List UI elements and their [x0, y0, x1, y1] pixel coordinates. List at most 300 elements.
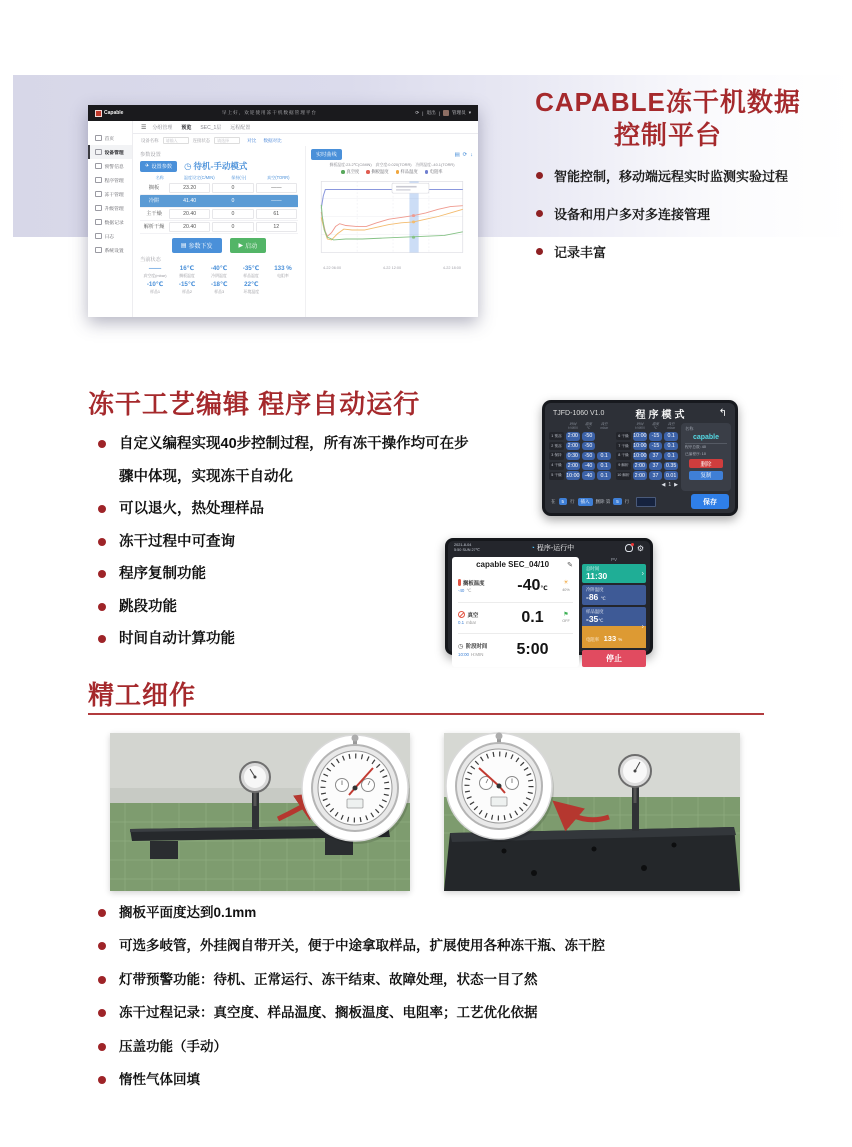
- device-model: TJFD-1060 V1.0: [553, 410, 605, 417]
- product-photo-2: [444, 733, 740, 891]
- stage-label: 6 干燥: [616, 432, 631, 440]
- cursor-point: [412, 214, 415, 217]
- vacuum-cell[interactable]: 61: [256, 209, 297, 219]
- sidebar-item-label: 预警信息: [104, 164, 124, 170]
- sidebar-item[interactable]: [88, 243, 132, 257]
- stat-label: 真空度(mbar): [143, 273, 167, 278]
- hold-cell[interactable]: 0: [212, 183, 253, 193]
- insert-pre: 在: [551, 498, 556, 504]
- bullet-icon: [98, 603, 106, 611]
- stat-label: 电阻率: [277, 273, 289, 278]
- shelf-temp-row: [458, 571, 573, 602]
- section-heading-craft: 精工细作: [88, 680, 197, 710]
- legend-item[interactable]: [341, 169, 359, 175]
- shelf-label: 搁板温度: [463, 580, 485, 587]
- craft-bullet-list: [98, 896, 766, 1096]
- bullet-text: 灯带预警功能：待机、正常运行、冻干结束、故障处理，状态一目了然: [119, 971, 538, 987]
- vacuum-cell[interactable]: 0.1: [597, 452, 611, 461]
- program-row: [616, 462, 678, 471]
- sidebar-item-icon: [95, 135, 102, 142]
- list-item: [536, 204, 840, 223]
- delete-row-number[interactable]: 5: [613, 498, 622, 505]
- thermometer-icon: [458, 579, 461, 586]
- chevron-down-icon[interactable]: ▾: [468, 110, 471, 115]
- bullet-icon: [98, 909, 106, 917]
- table-row[interactable]: [140, 195, 298, 208]
- legend-dot: [341, 170, 345, 174]
- sidebar-item-label: 日志: [104, 234, 115, 240]
- page-title: [500, 86, 836, 152]
- row-name: 冷阱: [148, 198, 160, 204]
- vacuum-cell[interactable]: 0.1: [597, 471, 611, 480]
- table-row[interactable]: [140, 221, 298, 234]
- row-name: 搁板: [148, 185, 160, 191]
- time-cell[interactable]: 10:00: [633, 452, 647, 459]
- legend-label: 样品温度: [400, 169, 418, 174]
- column-header: 保持(分): [231, 175, 247, 180]
- legend-label: 真空度: [346, 169, 360, 174]
- list-item: [98, 1063, 766, 1096]
- clock-icon: ◷: [184, 160, 192, 171]
- stat-value: 16℃: [179, 265, 195, 272]
- page-title-line1: CAPABLE冻干机数据: [535, 87, 801, 117]
- pager-page: 1: [668, 482, 672, 489]
- insert-mid: 行: [570, 498, 575, 504]
- time-cell[interactable]: 10:00: [633, 443, 647, 450]
- temp-cell[interactable]: 41.40: [183, 198, 197, 204]
- program-row: [549, 471, 611, 480]
- spinner-icon: ◔: [530, 545, 535, 552]
- pager-prev-icon[interactable]: ◀: [661, 482, 666, 489]
- pager: [616, 482, 678, 488]
- stage-time-setpoint: 10:00: [458, 651, 469, 657]
- legend-label: 搁板温度: [371, 169, 389, 174]
- vacuum-label: 真空: [467, 612, 479, 619]
- cursor-point: [412, 220, 415, 223]
- hold-cell[interactable]: 0: [212, 222, 253, 232]
- program-row: [616, 471, 678, 480]
- program-bottom-bar: [545, 492, 735, 513]
- program-row: [549, 462, 611, 471]
- temp-cell[interactable]: 37: [649, 471, 663, 480]
- sidebar-item-label: 设备管理: [104, 150, 124, 156]
- vacuum-cell[interactable]: 0.1: [664, 452, 678, 461]
- row-name: 解析干燥: [143, 224, 165, 230]
- send-icon: ✈: [145, 163, 150, 169]
- dashboard-screenshot: [88, 105, 478, 317]
- legend-label: 电阻率: [429, 169, 443, 174]
- section-rule: [88, 713, 764, 715]
- live-curve-button[interactable]: 实时曲线: [311, 149, 342, 160]
- report-icon[interactable]: ▤: [454, 151, 460, 158]
- vacuum-value: 0.1: [521, 609, 544, 626]
- chart-subtitle: 搁板温度:23.2℃(C/MIN) 真空度:0.020(TORR) 冷阱温度:-40.1(TORR): [329, 162, 455, 167]
- column-header: 名称: [155, 175, 164, 180]
- col-time: 时间: [569, 422, 577, 426]
- x-tick-label: 4-22 06:00: [323, 266, 342, 270]
- stat-label: 环境温度: [243, 289, 260, 294]
- tab[interactable]: 远程配置: [230, 124, 251, 131]
- mode-title: [184, 160, 247, 172]
- download-icon: ▤: [180, 243, 187, 249]
- time-cell[interactable]: 2:00: [634, 462, 645, 469]
- stat: [140, 265, 170, 279]
- dashboard-tabbar: [133, 121, 478, 134]
- sidebar-item[interactable]: [88, 173, 132, 187]
- back-icon[interactable]: ↰: [718, 408, 727, 419]
- bullet-icon: [98, 505, 106, 513]
- sample-temp-value: -35: [586, 613, 599, 624]
- dashboard-user-area: [415, 110, 471, 116]
- hold-cell[interactable]: 0: [231, 198, 235, 204]
- list-item: [98, 929, 766, 962]
- stat: [172, 265, 202, 279]
- total-time-tile[interactable]: [582, 564, 646, 583]
- sidebar-item-icon: [95, 233, 102, 240]
- hold-cell[interactable]: 0: [212, 209, 253, 219]
- time-cell[interactable]: 2:00: [567, 443, 578, 450]
- stat-label: 样品3: [214, 289, 225, 294]
- stage-label: 5 干燥: [549, 472, 564, 480]
- avatar: [443, 110, 449, 116]
- vacuum-cell[interactable]: 0.1: [597, 462, 611, 471]
- save-button[interactable]: 保存: [691, 494, 729, 509]
- stat-value: ——: [148, 265, 162, 272]
- column-header: 真空(TORR): [267, 175, 290, 180]
- list-item: [98, 558, 472, 594]
- stat-value: -10℃: [146, 281, 164, 288]
- stat: [268, 265, 298, 279]
- program-total: 程序总数: 40: [685, 445, 706, 449]
- legend-item[interactable]: [396, 169, 418, 175]
- sidebar-item[interactable]: [88, 145, 132, 159]
- run-main-card: [452, 557, 579, 667]
- sample-resist-tile[interactable]: [582, 607, 646, 648]
- vacuum-cell[interactable]: 0.01: [666, 472, 677, 479]
- time-cell[interactable]: 0:30: [567, 452, 578, 459]
- delete-suf: 行: [624, 498, 630, 504]
- stop-button[interactable]: 停止: [582, 650, 646, 667]
- col-time-unit: H:MIN: [568, 425, 578, 430]
- time-cell[interactable]: 10:00: [633, 433, 647, 440]
- refresh-icon[interactable]: ⟳: [462, 151, 468, 158]
- bullet-icon: [98, 976, 106, 984]
- sidebar-item[interactable]: [88, 131, 132, 145]
- legend-dot: [366, 170, 370, 174]
- legend-dot: [396, 170, 400, 174]
- table-row[interactable]: [140, 182, 298, 195]
- divider: |: [422, 110, 424, 116]
- sidebar-item-label: 首页: [104, 136, 115, 142]
- sidebar-item[interactable]: [88, 201, 132, 215]
- delete-button[interactable]: 删除: [689, 459, 723, 468]
- dashboard-main: [133, 121, 478, 317]
- stage-label: 9 解析: [616, 462, 631, 470]
- stage-time-unit: H:MIN: [471, 651, 484, 657]
- stat-label: 搁板温度: [179, 273, 195, 278]
- stat-value: -18℃: [211, 281, 228, 288]
- pager-next-icon[interactable]: ▶: [674, 482, 678, 489]
- stage-time-value: 5:00: [516, 640, 549, 658]
- sun-icon: ☀: [563, 580, 569, 587]
- bullet-text: 自定义编程实现40步控制过程，所有冻干操作均可在步骤中体现，实现冻干自动化: [119, 436, 469, 485]
- dashboard-sidebar: [88, 121, 133, 317]
- col-vac: 真空: [600, 422, 608, 426]
- series-shelf-temp: [321, 206, 462, 237]
- send-params-button[interactable]: [172, 238, 222, 253]
- send-params-label: 参数下发: [188, 244, 213, 250]
- shelf-unit: ℃: [540, 586, 548, 593]
- vacuum-icon: [458, 611, 465, 618]
- gear-icon[interactable]: ⚙: [636, 543, 644, 553]
- program-current: 已编程序: 10: [685, 451, 706, 456]
- chart-panel: [305, 146, 478, 317]
- bullet-icon: [536, 248, 543, 255]
- program-row: [616, 432, 678, 441]
- col-time: 时间: [636, 422, 644, 426]
- stat-label: 冷阱温度: [211, 273, 227, 278]
- bullet-text: 冻干过程中可查询: [119, 533, 235, 550]
- stat: [236, 281, 266, 295]
- chevron-right-icon: ›: [641, 570, 644, 578]
- run-status-text: 程序-运行中: [536, 545, 575, 552]
- stat: [172, 281, 202, 295]
- stat: [140, 281, 170, 295]
- time-cell[interactable]: 2:00: [567, 433, 578, 440]
- vacuum-cell[interactable]: ——: [271, 198, 282, 204]
- program-rows-left: [549, 431, 611, 481]
- process-bullet-list: [98, 428, 470, 656]
- vacuum-setpoint: 0.1: [458, 620, 465, 626]
- chart-tooltip: [392, 183, 429, 193]
- product-photo-1: [110, 733, 410, 891]
- logout-link[interactable]: 退出: [426, 110, 436, 115]
- param-table-header: [140, 175, 298, 181]
- sidebar-item-label: 数据记录: [104, 220, 124, 226]
- time-cell[interactable]: 2:00: [634, 472, 645, 479]
- sidebar-item-label: 冻干管理: [104, 192, 124, 198]
- refresh-icon[interactable]: ⟳: [415, 110, 420, 115]
- cursor-point: [412, 236, 415, 239]
- bullet-text: 可选多岐管，外挂阀自带开关，便于中途拿取样品，扩展使用各种冻干瓶、冻干腔: [119, 938, 605, 954]
- trap-temp-label: 冷阱温度: [586, 587, 604, 593]
- screen-title: 程序模式: [635, 410, 688, 421]
- running-statusbar: [448, 541, 650, 555]
- vacuum-cell[interactable]: 0.1: [664, 432, 678, 441]
- bullet-icon: [98, 538, 106, 546]
- temp-cell[interactable]: -50: [582, 432, 596, 441]
- temp-cell[interactable]: -15: [649, 432, 663, 441]
- stage-label: 10 解析: [616, 472, 631, 480]
- sidebar-item[interactable]: [88, 187, 132, 201]
- compare-button[interactable]: 对比: [247, 137, 257, 143]
- device-datetime: [454, 543, 480, 553]
- shelf-setpoint-unit: ℃: [466, 588, 472, 594]
- user-menu[interactable]: 管理员: [451, 110, 466, 115]
- stat-label: 样品温度: [243, 273, 259, 278]
- list-item: [98, 996, 766, 1029]
- stat-value: 22℃: [244, 281, 259, 288]
- dashboard-greeting: 早上好，欢迎使用冻干机数据管理平台: [221, 110, 317, 115]
- insert-row-number[interactable]: 5: [559, 498, 568, 505]
- connection-state-select[interactable]: 请选择: [214, 137, 240, 144]
- table-row[interactable]: [140, 208, 298, 221]
- sidebar-item[interactable]: [88, 229, 132, 243]
- list-item: [98, 526, 470, 559]
- device-time: 5:50 SUN: [454, 548, 471, 552]
- temp-cell[interactable]: -15: [649, 442, 663, 451]
- sidebar-item-icon: [95, 205, 102, 212]
- legend-item[interactable]: [366, 169, 388, 175]
- shelf-aux: 40%: [562, 587, 570, 592]
- vacuum-row: [458, 602, 573, 634]
- sidebar-item-icon: [95, 247, 102, 254]
- tab[interactable]: 分组管理: [152, 124, 173, 131]
- program-rows-right: [616, 431, 678, 481]
- col-vac: 真空: [667, 422, 675, 426]
- sidebar-item[interactable]: [88, 159, 132, 173]
- bullet-icon: [98, 1009, 106, 1017]
- shelf-value: -40: [517, 577, 541, 595]
- data-compare-button[interactable]: 数据对比: [263, 137, 282, 143]
- list-item: [98, 428, 470, 493]
- temp-cell[interactable]: -50: [582, 442, 596, 451]
- bullet-icon: [98, 635, 106, 643]
- col-temp-unit: ℃: [586, 425, 591, 430]
- bullet-text: 跳段功能: [119, 598, 177, 615]
- col-time-unit: H:MIN: [635, 425, 645, 430]
- vacuum-cell[interactable]: 0.1: [664, 442, 678, 451]
- col-temp-unit: ℃: [653, 425, 658, 430]
- total-time-label: 总时间: [586, 566, 600, 571]
- trap-temp-tile[interactable]: [582, 585, 646, 604]
- col-vac-unit: mbar: [667, 425, 676, 430]
- program-row: [549, 452, 611, 461]
- play-icon: ▶: [238, 243, 244, 249]
- tab[interactable]: SEC_1层: [200, 124, 222, 131]
- sample-temp-unit: ℃: [598, 617, 604, 623]
- bullet-icon: [98, 1043, 106, 1051]
- sidebar-item-label: 升级管理: [104, 206, 124, 212]
- time-cell[interactable]: 10:00: [566, 472, 580, 479]
- temp-cell[interactable]: -40: [582, 462, 596, 471]
- trap-temp-unit: ℃: [600, 596, 606, 602]
- total-time-value: 11:30: [586, 571, 608, 581]
- program-column-headers: [633, 423, 678, 431]
- temp-cell[interactable]: -40: [582, 471, 596, 480]
- section-heading-process: 冻干工艺编辑 程序自动运行: [88, 389, 421, 419]
- bullet-icon: [98, 1076, 106, 1084]
- delete-pre: 删除 第: [595, 498, 611, 504]
- bullet-icon: [536, 210, 543, 217]
- bullet-text: 程序复制功能: [119, 566, 206, 582]
- temp-cell[interactable]: 37: [649, 462, 663, 471]
- col-temp: 温度: [585, 422, 592, 426]
- start-button[interactable]: [230, 238, 267, 253]
- hero-bullet-text: 设备和用户多对多连接管理: [554, 207, 711, 222]
- program-column-headers: [566, 423, 611, 431]
- device-name-input[interactable]: 请输入: [163, 137, 189, 144]
- tab[interactable]: 预览: [181, 124, 192, 131]
- col-temp: 温度: [652, 422, 659, 426]
- ambient-temp: 27℃: [471, 548, 481, 552]
- temp-cell[interactable]: -50: [582, 452, 596, 461]
- temp-cell[interactable]: 20.40: [169, 222, 210, 232]
- logo-icon: [95, 110, 102, 117]
- vacuum-aux: OFF: [562, 619, 570, 624]
- copy-button[interactable]: 复制: [689, 471, 723, 480]
- pv-label: PV: [610, 557, 617, 562]
- params-section-label: 参数设置: [140, 152, 161, 158]
- resistivity-value: 133: [603, 634, 617, 644]
- filter-label: 连接状态: [192, 137, 211, 143]
- sample-temp-label: 样品温度: [586, 608, 604, 614]
- stage-time-label: 阶段时间: [465, 644, 488, 651]
- stage-label: 2 预冻: [549, 442, 564, 450]
- temp-cell[interactable]: 23.20: [169, 183, 210, 193]
- list-item: [536, 166, 840, 185]
- stage-label: 8 干燥: [616, 452, 631, 460]
- legend-item[interactable]: [425, 169, 443, 175]
- sidebar-item-icon: [95, 163, 102, 170]
- recipe-name: capable SEC_04/10: [476, 560, 550, 569]
- list-item: [98, 1030, 766, 1063]
- stage-label: 4 干燥: [549, 462, 564, 470]
- program-name: capable: [685, 434, 727, 444]
- stat: [236, 265, 266, 279]
- stat-label: 样品1: [150, 289, 161, 294]
- set-params-button[interactable]: [140, 161, 177, 172]
- list-item: [98, 623, 470, 656]
- download-icon[interactable]: ↓: [470, 151, 473, 158]
- insert-button[interactable]: 插入: [578, 498, 593, 506]
- device-date: 2021-8-04: [454, 543, 472, 548]
- stat: [204, 281, 234, 295]
- bullet-text: 时间自动计算功能: [119, 631, 235, 647]
- sidebar-item-icon: [95, 191, 102, 198]
- temp-cell[interactable]: 37: [649, 452, 663, 461]
- resistivity-label: 电阻率: [586, 637, 600, 643]
- flag-icon: ⚑: [563, 612, 569, 619]
- notification-dot: [631, 543, 634, 546]
- vacuum-cell[interactable]: ——: [256, 183, 297, 193]
- time-cell[interactable]: 2:00: [567, 462, 578, 469]
- device-screen-program: [542, 400, 738, 516]
- logo-text: Capable: [104, 110, 124, 116]
- stat: [204, 265, 234, 279]
- hero-bullet-text: 智能控制，移动端远程实时监测实验过程: [554, 169, 789, 184]
- param-table: [140, 182, 298, 234]
- bullet-icon: [98, 570, 106, 578]
- vacuum-cell[interactable]: 12: [256, 222, 297, 232]
- tab-list: [152, 124, 250, 131]
- sidebar-item[interactable]: [88, 215, 132, 229]
- sidebar-item-icon: [95, 177, 102, 184]
- start-label: 启动: [245, 244, 258, 250]
- vacuum-cell[interactable]: 0.35: [666, 462, 677, 469]
- program-side-panel: [681, 423, 731, 491]
- menu-icon[interactable]: ☰: [141, 124, 147, 131]
- stat-label: 样品2: [182, 289, 193, 294]
- set-params-label: 设置参数: [151, 163, 173, 170]
- edit-icon[interactable]: ✎: [567, 561, 573, 569]
- hero-bullet-text: 记录丰富: [554, 245, 607, 260]
- bullet-text: 搁板平面度达到0.1mm: [119, 905, 257, 920]
- bullet-text: 冻干过程记录：真空度、样品温度、搁板温度、电阻率；工艺优化依据: [119, 1005, 538, 1021]
- bell-icon[interactable]: [625, 544, 633, 552]
- temp-cell[interactable]: 20.40: [169, 209, 210, 219]
- stage-label: 3 保持: [549, 452, 564, 460]
